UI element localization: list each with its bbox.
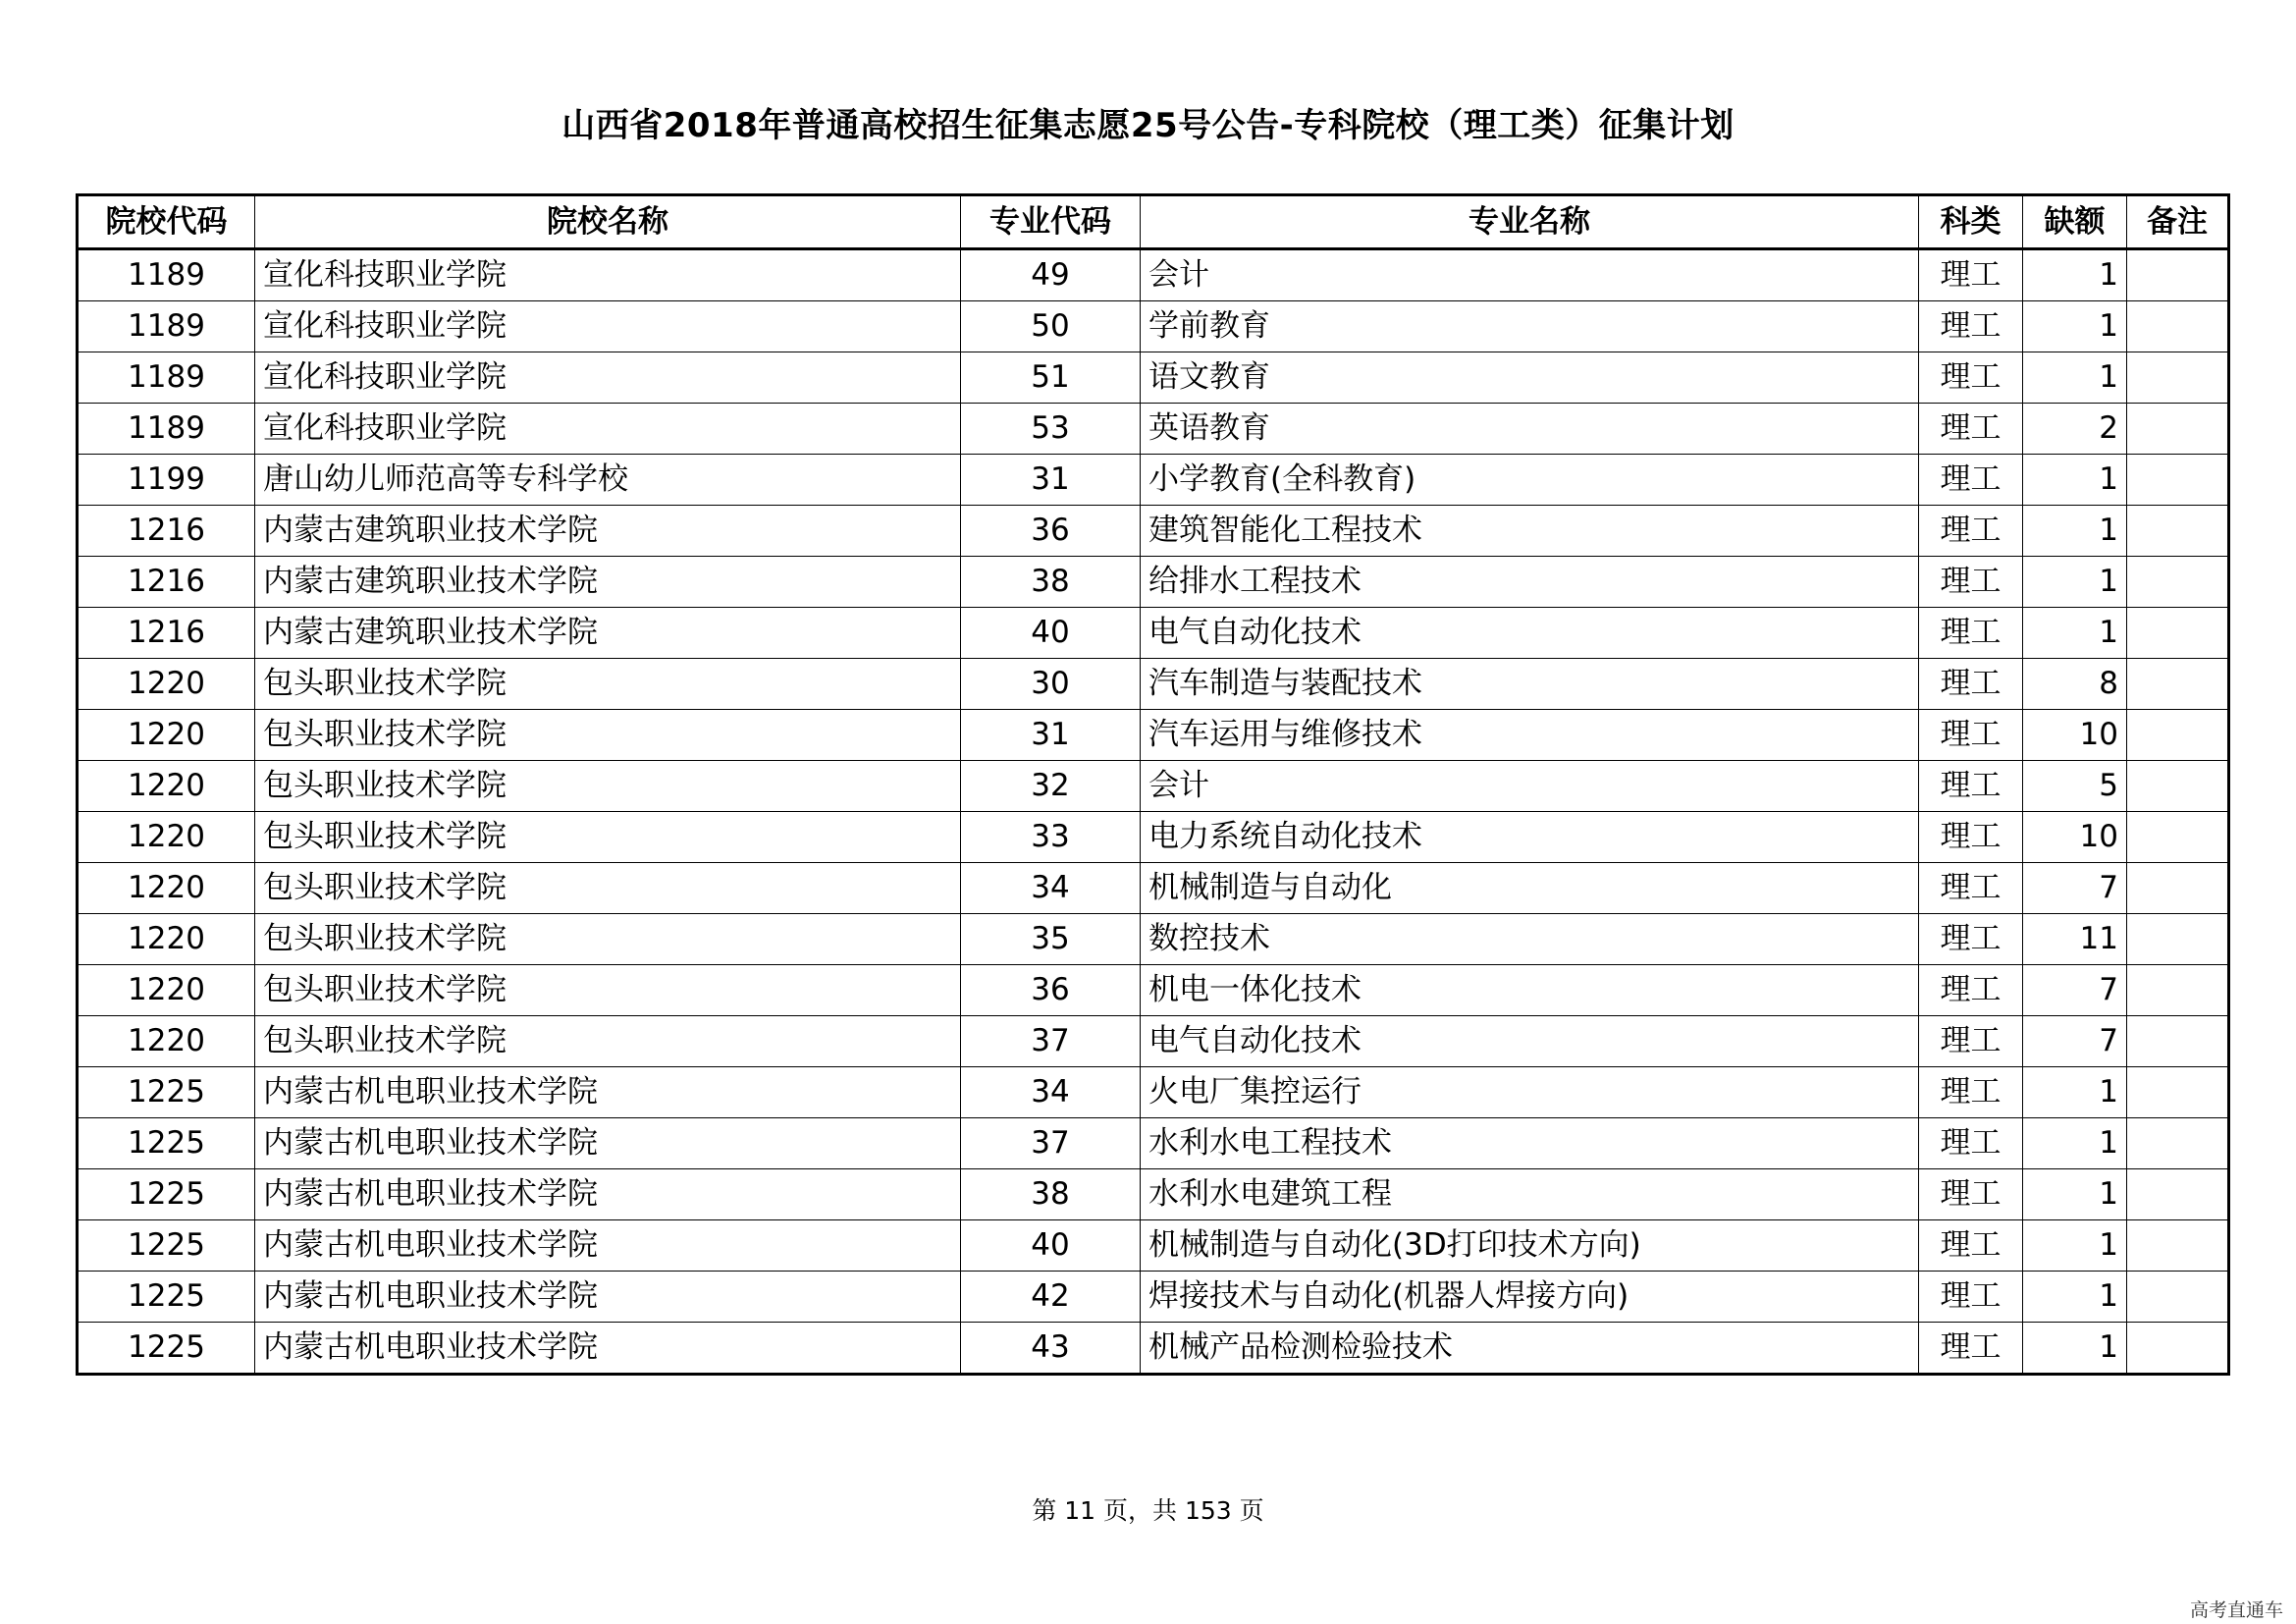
cell-school-name: 内蒙古机电职业技术学院 [255,1272,961,1323]
table-row [78,1323,2229,1375]
cell-school-code: 1220 [78,1016,255,1067]
cell-quota: 10 [2023,710,2127,761]
cell-major-name: 数控技术 [1141,914,1919,965]
cell-school-code: 1220 [78,710,255,761]
cell-category: 理工 [1919,812,2023,863]
cell-major-name: 火电厂集控运行 [1141,1067,1919,1118]
cell-remark [2127,1067,2229,1118]
cell-quota: 1 [2023,1118,2127,1169]
cell-major-code: 49 [961,249,1141,301]
table-row [78,659,2229,710]
header-major-code: 专业代码 [961,195,1141,249]
cell-major-name: 英语教育 [1141,404,1919,455]
cell-major-name: 会计 [1141,249,1919,301]
cell-major-name: 语文教育 [1141,352,1919,404]
cell-quota: 11 [2023,914,2127,965]
cell-quota: 1 [2023,557,2127,608]
cell-school-name: 宣化科技职业学院 [255,249,961,301]
cell-quota: 1 [2023,249,2127,301]
cell-school-name: 内蒙古机电职业技术学院 [255,1169,961,1220]
cell-school-code: 1220 [78,914,255,965]
cell-category: 理工 [1919,608,2023,659]
cell-category: 理工 [1919,1016,2023,1067]
cell-school-name: 宣化科技职业学院 [255,404,961,455]
cell-remark [2127,404,2229,455]
cell-school-code: 1225 [78,1323,255,1375]
cell-school-name: 内蒙古机电职业技术学院 [255,1118,961,1169]
cell-category: 理工 [1919,1272,2023,1323]
cell-category: 理工 [1919,1323,2023,1375]
cell-major-name: 机电一体化技术 [1141,965,1919,1016]
cell-category: 理工 [1919,301,2023,352]
table-row [78,761,2229,812]
cell-major-code: 37 [961,1118,1141,1169]
table-row [78,557,2229,608]
cell-major-code: 51 [961,352,1141,404]
cell-school-code: 1220 [78,965,255,1016]
cell-quota: 8 [2023,659,2127,710]
table-body [78,249,2229,1375]
table-row [78,1169,2229,1220]
cell-quota: 1 [2023,1067,2127,1118]
cell-category: 理工 [1919,352,2023,404]
cell-quota: 10 [2023,812,2127,863]
cell-quota: 1 [2023,1323,2127,1375]
header-remark: 备注 [2127,195,2229,249]
cell-category: 理工 [1919,1220,2023,1272]
cell-major-code: 40 [961,608,1141,659]
cell-major-code: 43 [961,1323,1141,1375]
cell-quota: 7 [2023,1016,2127,1067]
cell-category: 理工 [1919,1118,2023,1169]
cell-school-code: 1189 [78,352,255,404]
cell-school-code: 1216 [78,506,255,557]
cell-quota: 1 [2023,455,2127,506]
cell-school-name: 内蒙古机电职业技术学院 [255,1323,961,1375]
cell-category: 理工 [1919,863,2023,914]
cell-school-name: 内蒙古建筑职业技术学院 [255,608,961,659]
table-row [78,455,2229,506]
cell-remark [2127,863,2229,914]
cell-school-name: 内蒙古建筑职业技术学院 [255,506,961,557]
cell-major-code: 36 [961,965,1141,1016]
cell-school-code: 1216 [78,608,255,659]
cell-major-name: 机械制造与自动化 [1141,863,1919,914]
cell-major-code: 42 [961,1272,1141,1323]
table-row [78,506,2229,557]
cell-major-code: 38 [961,557,1141,608]
cell-school-code: 1225 [78,1067,255,1118]
cell-school-name: 包头职业技术学院 [255,863,961,914]
cell-remark [2127,352,2229,404]
cell-remark [2127,557,2229,608]
cell-school-code: 1225 [78,1272,255,1323]
cell-major-code: 32 [961,761,1141,812]
cell-school-code: 1220 [78,761,255,812]
cell-major-code: 34 [961,863,1141,914]
cell-major-name: 水利水电工程技术 [1141,1118,1919,1169]
cell-major-code: 34 [961,1067,1141,1118]
cell-category: 理工 [1919,965,2023,1016]
table-row [78,914,2229,965]
table-row [78,1016,2229,1067]
cell-major-code: 38 [961,1169,1141,1220]
cell-school-name: 内蒙古建筑职业技术学院 [255,557,961,608]
cell-school-name: 唐山幼儿师范高等专科学校 [255,455,961,506]
cell-major-code: 37 [961,1016,1141,1067]
header-category: 科类 [1919,195,2023,249]
cell-category: 理工 [1919,710,2023,761]
table-row [78,965,2229,1016]
cell-major-name: 焊接技术与自动化(机器人焊接方向) [1141,1272,1919,1323]
cell-quota: 1 [2023,1272,2127,1323]
cell-school-code: 1225 [78,1118,255,1169]
cell-major-name: 建筑智能化工程技术 [1141,506,1919,557]
header-major-name: 专业名称 [1141,195,1919,249]
cell-major-code: 53 [961,404,1141,455]
cell-remark [2127,1118,2229,1169]
cell-school-code: 1199 [78,455,255,506]
header-quota: 缺额 [2023,195,2127,249]
table-row [78,812,2229,863]
cell-major-code: 35 [961,914,1141,965]
cell-major-name: 汽车运用与维修技术 [1141,710,1919,761]
cell-school-code: 1225 [78,1169,255,1220]
cell-category: 理工 [1919,249,2023,301]
cell-quota: 5 [2023,761,2127,812]
table-row [78,1272,2229,1323]
cell-remark [2127,301,2229,352]
page-number-footer: 第 11 页，共 153 页 [1032,1496,1264,1525]
table-row [78,404,2229,455]
table-row [78,1118,2229,1169]
cell-category: 理工 [1919,557,2023,608]
table-row [78,863,2229,914]
cell-remark [2127,1169,2229,1220]
cell-major-name: 小学教育(全科教育) [1141,455,1919,506]
cell-school-name: 内蒙古机电职业技术学院 [255,1220,961,1272]
cell-school-code: 1225 [78,1220,255,1272]
table-row [78,1067,2229,1118]
table-row [78,608,2229,659]
table-row [78,710,2229,761]
cell-quota: 1 [2023,301,2127,352]
cell-major-code: 31 [961,455,1141,506]
table-row [78,301,2229,352]
cell-major-name: 电气自动化技术 [1141,1016,1919,1067]
table-row [78,249,2229,301]
cell-school-name: 包头职业技术学院 [255,1016,961,1067]
cell-quota: 2 [2023,404,2127,455]
cell-quota: 1 [2023,1169,2127,1220]
cell-major-name: 学前教育 [1141,301,1919,352]
cell-category: 理工 [1919,404,2023,455]
cell-school-name: 包头职业技术学院 [255,812,961,863]
cell-remark [2127,965,2229,1016]
cell-quota: 1 [2023,1220,2127,1272]
cell-remark [2127,608,2229,659]
cell-major-name: 给排水工程技术 [1141,557,1919,608]
cell-remark [2127,761,2229,812]
cell-major-code: 30 [961,659,1141,710]
cell-school-name: 包头职业技术学院 [255,914,961,965]
cell-school-name: 宣化科技职业学院 [255,352,961,404]
cell-category: 理工 [1919,455,2023,506]
cell-school-code: 1220 [78,812,255,863]
cell-school-name: 包头职业技术学院 [255,761,961,812]
table-row [78,1220,2229,1272]
cell-major-code: 50 [961,301,1141,352]
cell-remark [2127,1272,2229,1323]
cell-remark [2127,710,2229,761]
cell-remark [2127,506,2229,557]
enrollment-plan-table [76,193,2230,1376]
cell-school-code: 1220 [78,659,255,710]
cell-category: 理工 [1919,506,2023,557]
cell-category: 理工 [1919,659,2023,710]
cell-school-name: 包头职业技术学院 [255,659,961,710]
cell-major-code: 36 [961,506,1141,557]
cell-category: 理工 [1919,761,2023,812]
cell-school-code: 1189 [78,249,255,301]
cell-major-name: 机械制造与自动化(3D打印技术方向) [1141,1220,1919,1272]
cell-major-name: 水利水电建筑工程 [1141,1169,1919,1220]
cell-school-name: 包头职业技术学院 [255,710,961,761]
cell-school-code: 1189 [78,404,255,455]
cell-school-name: 包头职业技术学院 [255,965,961,1016]
cell-major-name: 机械产品检测检验技术 [1141,1323,1919,1375]
cell-remark [2127,1220,2229,1272]
cell-major-code: 31 [961,710,1141,761]
header-school-name: 院校名称 [255,195,961,249]
cell-remark [2127,914,2229,965]
cell-remark [2127,249,2229,301]
header-school-code: 院校代码 [78,195,255,249]
cell-remark [2127,1323,2229,1375]
cell-category: 理工 [1919,914,2023,965]
cell-major-code: 33 [961,812,1141,863]
cell-category: 理工 [1919,1169,2023,1220]
cell-remark [2127,812,2229,863]
cell-category: 理工 [1919,1067,2023,1118]
cell-major-name: 会计 [1141,761,1919,812]
watermark: 高考直通车 [2189,1599,2283,1621]
table-row [78,352,2229,404]
cell-remark [2127,1016,2229,1067]
cell-quota: 1 [2023,352,2127,404]
cell-school-code: 1189 [78,301,255,352]
cell-major-code: 40 [961,1220,1141,1272]
cell-major-name: 电力系统自动化技术 [1141,812,1919,863]
cell-school-code: 1216 [78,557,255,608]
cell-major-name: 电气自动化技术 [1141,608,1919,659]
page-title: 山西省2018年普通高校招生征集志愿25号公告-专科院校（理工类）征集计划 [561,106,1735,145]
cell-school-code: 1220 [78,863,255,914]
cell-school-name: 内蒙古机电职业技术学院 [255,1067,961,1118]
cell-quota: 1 [2023,608,2127,659]
cell-quota: 7 [2023,863,2127,914]
cell-major-name: 汽车制造与装配技术 [1141,659,1919,710]
cell-school-name: 宣化科技职业学院 [255,301,961,352]
cell-quota: 7 [2023,965,2127,1016]
table-header-row [78,195,2229,249]
cell-remark [2127,455,2229,506]
cell-quota: 1 [2023,506,2127,557]
cell-remark [2127,659,2229,710]
